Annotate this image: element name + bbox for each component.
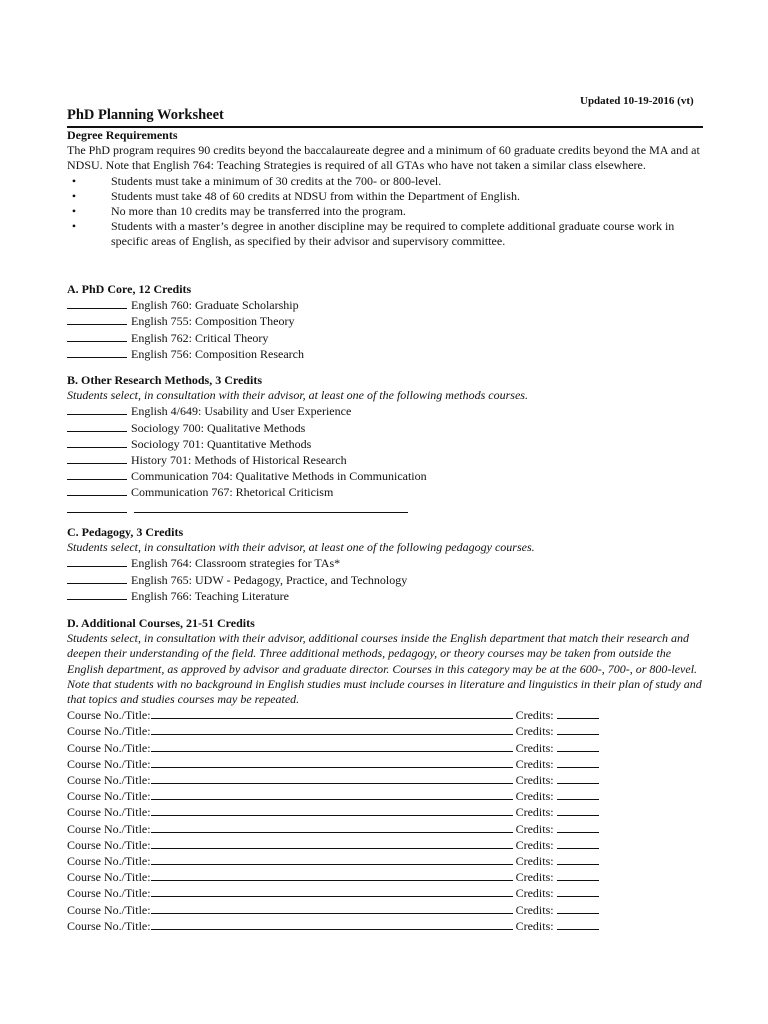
additional-course-row [67,740,707,756]
degree-heading: Degree Requirements [67,128,178,142]
additional-course-row [67,869,707,885]
credits-label: Credits: [515,789,554,804]
credits-label: Credits: [515,773,554,788]
degree-bullet-text: Students must take a minimum of 30 credits at the 700- or 800-level. [111,173,442,188]
course-no-title-label: Course No./Title: [67,902,151,917]
course-row [67,452,707,468]
degree-bullet [67,174,707,189]
course-row [67,555,707,571]
course-no-title-label: Course No./Title: [67,918,151,933]
additional-course-row [67,804,707,820]
checkoff-blank[interactable] [67,452,127,464]
course-no-title-label: Course No./Title: [67,805,151,820]
credits-blank[interactable] [557,707,599,719]
additional-course-row [67,902,707,918]
course-title: History 701: Methods of Historical Research [131,453,347,468]
course-row [67,468,707,484]
additional-course-row [67,853,707,869]
course-row [67,330,707,346]
course-no-title-label: Course No./Title: [67,854,151,869]
checkoff-blank[interactable] [67,484,127,496]
credits-blank[interactable] [557,918,599,930]
course-row [67,420,707,436]
section-c-heading: C. Pedagogy, 3 Credits [67,525,184,539]
course-title: English 766: Teaching Literature [131,588,289,603]
credits-blank[interactable] [557,902,599,914]
checkoff-blank[interactable] [67,468,127,480]
course-title-blank[interactable] [151,902,513,914]
credits-label: Credits: [515,902,554,917]
credits-label: Credits: [515,854,554,869]
course-title: English 764: Classroom strategies for TAs* [131,556,341,571]
section-b-note: Students select, in consultation with their advisor, at least one of the following methods courses. [67,388,528,403]
section-c-note: Students select, in consultation with their advisor, at least one of the following pedagogy courses. [67,540,535,555]
course-title-blank[interactable] [151,723,513,735]
section-b-course-list [67,403,707,500]
credits-blank[interactable] [557,804,599,816]
additional-course-rows [67,707,707,934]
credits-blank[interactable] [557,821,599,833]
course-title: English 760: Graduate Scholarship [131,298,299,313]
checkoff-blank[interactable] [67,346,127,358]
additional-course-row [67,918,707,934]
degree-bullet [67,204,707,219]
additional-course-row [67,772,707,788]
course-title-blank[interactable] [151,707,513,719]
course-title-blank[interactable] [151,821,513,833]
additional-course-row [67,723,707,739]
credits-label: Credits: [515,805,554,820]
course-no-title-label: Course No./Title: [67,756,151,771]
credits-label: Credits: [515,886,554,901]
degree-paragraph: The PhD program requires 90 credits beyond the baccalaureate degree and a minimum of 60 graduate credits beyond the MA and at NDSU. Note that English 764: Teaching Strategies is required of all GTAs who have not taken a similar class elsewhere. [67,143,700,173]
course-title-blank[interactable] [151,869,513,881]
course-row [67,346,707,362]
checkoff-blank[interactable] [67,297,127,309]
degree-bullet-list [67,174,707,250]
course-title: English 756: Composition Research [131,346,304,361]
credits-label: Credits: [515,724,554,739]
section-b-heading: B. Other Research Methods, 3 Credits [67,373,262,387]
checkoff-blank[interactable] [67,403,127,415]
checkoff-blank[interactable] [67,313,127,325]
credits-label: Credits: [515,821,554,836]
course-title-blank[interactable] [151,918,513,930]
course-no-title-label: Course No./Title: [67,773,151,788]
credits-blank[interactable] [557,740,599,752]
course-title-blank[interactable] [151,740,513,752]
course-title: Sociology 700: Qualitative Methods [131,420,306,435]
section-d-note: Students select, in consultation with their advisor, additional courses inside the English department that match their research and deepen their understanding of the field. Three additional methods, pedagogy, or theory courses may be taken from outside the English department, as approved by advisor and graduate director. Courses in this category may be at the 600-, 700-, or 800-level. Note that students with no background in English studies must include courses in literature and linguistics in their plan of study and that topics and studies courses may be repeated. [67,631,702,707]
credits-label: Credits: [515,837,554,852]
course-title: English 755: Composition Theory [131,314,295,329]
credits-blank[interactable] [557,837,599,849]
course-title: English 765: UDW - Pedagogy, Practice, and Technology [131,572,408,587]
course-row [67,588,707,604]
course-row [67,313,707,329]
page-title: PhD Planning Worksheet [67,107,224,123]
course-title: English 4/649: Usability and User Experience [131,404,352,419]
checkoff-blank[interactable] [67,555,127,567]
course-row [67,403,707,419]
course-row [67,572,707,588]
course-no-title-label: Course No./Title: [67,724,151,739]
section-b [67,373,707,517]
credits-blank[interactable] [557,756,599,768]
course-title-blank[interactable] [151,756,513,768]
section-a [67,282,707,362]
course-no-title-label: Course No./Title: [67,740,151,755]
credits-blank[interactable] [557,869,599,881]
additional-course-row [67,756,707,772]
section-c [67,525,707,604]
degree-requirements [67,128,707,250]
checkoff-blank[interactable] [67,588,127,600]
course-title-blank[interactable] [151,788,513,800]
section-a-heading: A. PhD Core, 12 Credits [67,282,192,296]
course-title-blank[interactable] [151,837,513,849]
degree-bullet-text: Students with a master’s degree in another discipline may be required to complete additional graduate course work in specific areas of English, as specified by their advisor and supervisory committee. [111,219,675,249]
credits-label: Credits: [515,918,554,933]
other-course-blank[interactable] [134,501,408,513]
course-no-title-label: Course No./Title: [67,708,151,723]
section-d [67,616,707,934]
bullet-icon: • [71,219,77,234]
credits-blank[interactable] [557,723,599,735]
degree-bullet [67,219,707,249]
credits-label: Credits: [515,756,554,771]
course-no-title-label: Course No./Title: [67,789,151,804]
credits-blank[interactable] [557,885,599,897]
additional-course-row [67,707,707,723]
bullet-icon: • [71,188,77,203]
course-title-blank[interactable] [151,804,513,816]
section-d-heading: D. Additional Courses, 21-51 Credits [67,616,255,630]
credits-blank[interactable] [557,853,599,865]
course-title-blank[interactable] [151,885,513,897]
course-row [67,484,707,500]
course-title: Communication 767: Rhetorical Criticism [131,485,334,500]
course-row [67,436,707,452]
additional-course-row [67,885,707,901]
course-title: Communication 704: Qualitative Methods in Communication [131,469,427,484]
additional-course-row [67,837,707,853]
section-c-course-list [67,555,707,604]
course-row [67,297,707,313]
credits-label: Credits: [515,708,554,723]
course-no-title-label: Course No./Title: [67,870,151,885]
credits-label: Credits: [515,740,554,755]
course-title: English 762: Critical Theory [131,330,269,345]
course-no-title-label: Course No./Title: [67,886,151,901]
checkoff-blank[interactable] [67,572,127,584]
checkoff-blank[interactable] [67,330,127,342]
course-title: Sociology 701: Quantitative Methods [131,436,312,451]
section-b-blank-row [67,501,707,517]
checkoff-blank[interactable] [67,420,127,432]
credits-blank[interactable] [557,788,599,800]
section-a-course-list [67,297,707,362]
degree-bullet-text: No more than 10 credits may be transferred into the program. [111,204,406,219]
checkoff-blank[interactable] [67,436,127,448]
additional-course-row [67,821,707,837]
degree-bullet [67,189,707,204]
additional-course-row [67,788,707,804]
bullet-icon: • [71,173,77,188]
degree-bullet-text: Students must take 48 of 60 credits at NDSU from within the Department of English. [111,188,520,203]
checkoff-blank[interactable] [67,501,127,513]
bullet-icon: • [71,204,77,219]
course-no-title-label: Course No./Title: [67,821,151,836]
credits-label: Credits: [515,870,554,885]
course-no-title-label: Course No./Title: [67,837,151,852]
updated-date: Updated 10-19-2016 (vt) [580,95,694,107]
course-title-blank[interactable] [151,853,513,865]
course-title-blank[interactable] [151,772,513,784]
credits-blank[interactable] [557,772,599,784]
